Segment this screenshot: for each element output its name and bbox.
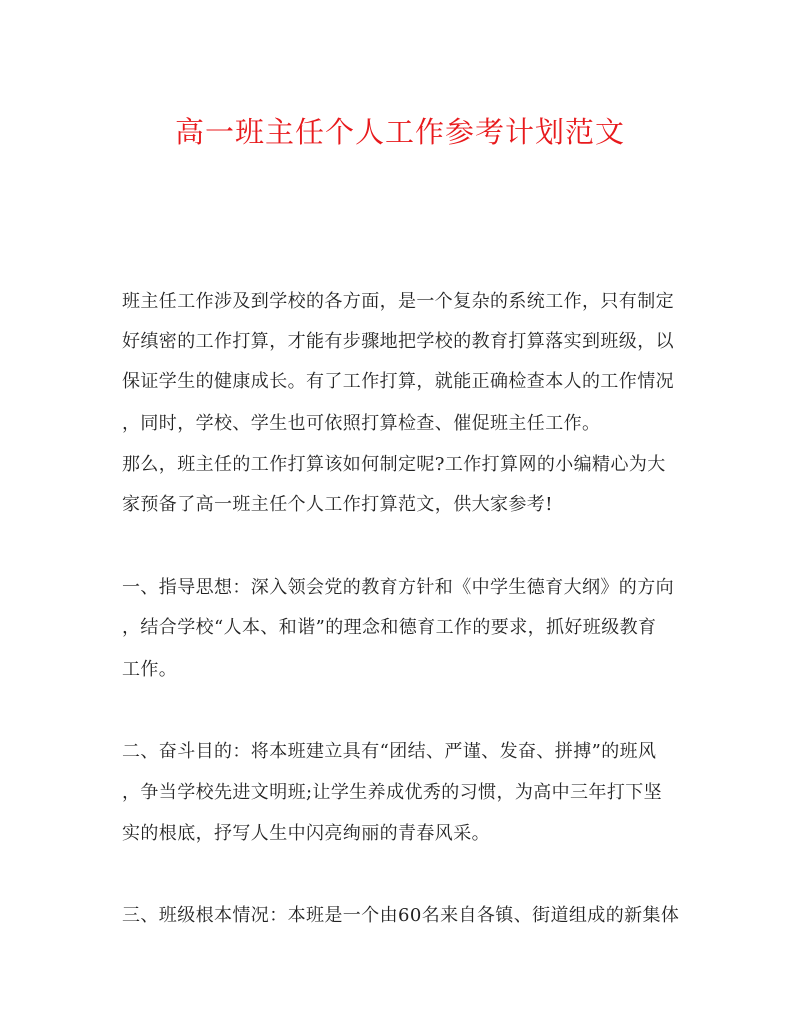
- body-line: 好缜密的工作打算，才能有步骤地把学校的教育打算落实到班级，以: [122, 331, 674, 352]
- document-title: 高一班主任个人工作参考计划范文: [174, 115, 625, 149]
- body-line: 三、班级根本情况：本班是一个由60名来自各镇、街道组成的新集体: [122, 905, 680, 926]
- body-line: 实的根底，抒写人生中闪亮绚丽的青春风采。: [122, 823, 490, 844]
- body-line: 工作。: [122, 659, 178, 680]
- body-line: ，同时，学校、学生也可依照打算检查、催促班主任工作。: [122, 413, 601, 434]
- body-line: 家预备了高一班主任个人工作打算范文，供大家参考!: [122, 494, 553, 515]
- body-line: 班主任工作涉及到学校的各方面，是一个复杂的系统工作，只有制定: [122, 291, 674, 312]
- body-line: 那么，班主任的工作打算该如何制定呢?工作打算网的小编精心为大: [122, 454, 666, 475]
- body-line: ，争当学校先进文明班;让学生养成优秀的习惯，为高中三年打下坚: [122, 782, 663, 803]
- body-line: ，结合学校“人本、和谐”的理念和德育工作的要求，抓好班级教育: [122, 617, 657, 638]
- body-line: 保证学生的健康成长。有了工作打算，就能正确检查本人的工作情况: [122, 371, 674, 392]
- body-line: 二、奋斗目的：将本班建立具有“团结、严谨、发奋、拼搏”的班风: [122, 741, 657, 762]
- body-line: 一、指导思想：深入领会党的教育方针和《中学生德育大纲》的方向: [122, 577, 674, 598]
